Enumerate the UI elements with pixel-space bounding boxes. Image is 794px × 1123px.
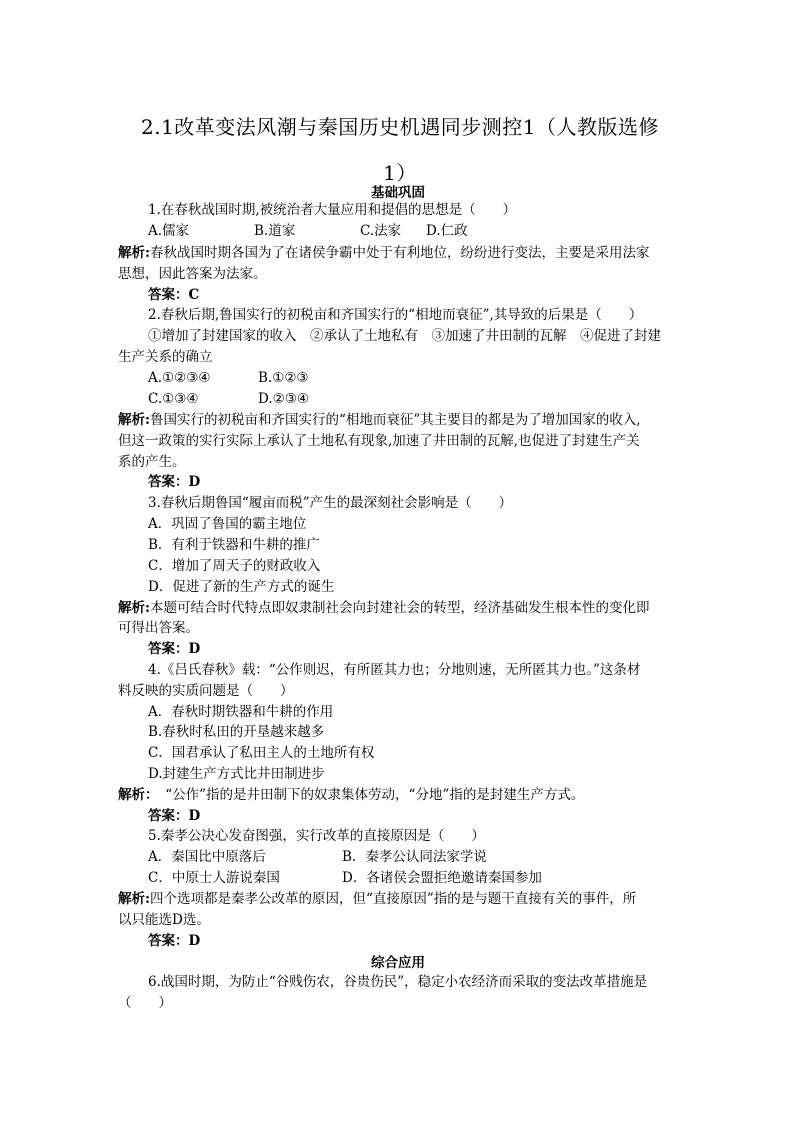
q1-stem: 1.在春秋战国时期,被统治者大量应用和提倡的思想是（ ） [148, 202, 517, 218]
q2-options-row-2 [148, 389, 309, 409]
q6-stem-line-2: （ ） [118, 995, 172, 1011]
q6-stem-line-1: 6.战国时期，为防止“谷贱伤农，谷贵伤民”，稳定小农经济而采取的变法改革措施是 [148, 974, 648, 990]
q2-option-a: A.①②③④ [148, 370, 211, 386]
q1-option-d: D.仁政 [426, 223, 468, 239]
q3-analysis-line-1 [118, 598, 649, 618]
title-line-1: 2.1改革变法风潮与秦国历史机遇同步测控1（人教版选修 [140, 115, 660, 139]
analysis-label: 解析: [118, 245, 150, 261]
q4-analysis-text-1: “公作”指的是井田制下的奴隶集体劳动，“分地”指的是封建生产方式。 [151, 787, 585, 803]
q4-stem-line-2: 料反映的实质问题是（ ） [118, 683, 294, 699]
q4-analysis-line-1 [118, 785, 584, 805]
q2-analysis-line-1 [118, 410, 641, 430]
q3-answer: 答案：D [148, 641, 201, 657]
q2-stem: 2.春秋后期,鲁国实行的初税亩和齐国实行的“相地而衰征”,其导致的后果是（ ） [148, 307, 643, 323]
q4-option-d: D.封建生产方式比井田制进步 [148, 766, 325, 782]
q3-option-a: A．巩固了鲁国的霸主地位 [148, 516, 307, 532]
q2-option-d: D.②③④ [258, 391, 309, 407]
analysis-label: 解析： [118, 787, 152, 803]
q1-option-b: B.道家 [254, 223, 296, 239]
q4-option-c: C．国君承认了私田主人的土地所有权 [148, 745, 375, 761]
q3-analysis-line-2: 可得出答案。 [118, 620, 199, 636]
q3-analysis-text-1: 本题可结合时代特点即奴隶制社会向封建社会的转型，经济基础发生根本性的变化即 [149, 600, 650, 616]
q3-option-d: D．促进了新的生产方式的诞生 [148, 579, 335, 595]
analysis-label: 解析: [118, 891, 150, 907]
analysis-label: 解析: [118, 600, 150, 616]
q5-analysis-text-1: 四个选项都是秦孝公改革的原因，但“直接原因”指的是与题干直接有关的事件，所 [149, 891, 637, 907]
q3-stem: 3.春秋后期鲁国“履亩而税”产生的最深刻社会影响是（ ） [148, 495, 513, 511]
q2-items-line-1: ①增加了封建国家的收入 ②承认了土地私有 ③加速了井田制的瓦解 ④促进了封建 [148, 328, 661, 344]
section-heading-basic: 基础巩固 [371, 185, 425, 201]
q2-analysis-text-1: 鲁国实行的初税亩和齐国实行的“相地而衰征”其主要目的都是为了增加国家的收入, [149, 412, 641, 428]
q5-options-row-2 [148, 868, 542, 888]
q4-stem-line-1: 4.《吕氏春秋》载：“公作则迟，有所匿其力也；分地则速，无所匿其力也。”这条材 [148, 662, 641, 678]
q1-answer: 答案：C [148, 287, 200, 303]
q1-analysis-line-2: 思想，因此答案为法家。 [118, 266, 267, 282]
q5-analysis-line-1 [118, 889, 636, 909]
q1-analysis-text-1: 春秋战国时期各国为了在诸侯争霸中处于有利地位，纷纷进行变法，主要是采用法家 [149, 245, 650, 261]
q2-option-b: B.①②③ [258, 370, 309, 386]
q5-option-c: C．中原士人游说秦国 [148, 870, 280, 886]
q2-items-line-2: 生产关系的确立 [118, 349, 213, 365]
q5-options-row-1 [148, 847, 487, 867]
q1-option-c: C.法家 [360, 223, 402, 239]
q5-option-b: B．秦孝公认同法家学说 [342, 849, 487, 865]
q1-option-a: A.儒家 [148, 223, 190, 239]
q5-answer: 答案：D [148, 933, 201, 949]
q2-options-row-1 [148, 368, 309, 388]
q4-answer: 答案：D [148, 808, 201, 824]
q4-option-a: A．春秋时期铁器和牛耕的作用 [148, 704, 334, 720]
q5-stem: 5.秦孝公决心发奋图强，实行改革的直接原因是（ ） [148, 828, 485, 844]
analysis-label: 解析: [118, 412, 150, 428]
title-line-2: 1） [383, 161, 417, 185]
q4-option-b: B.春秋时私田的开垦越来越多 [148, 724, 325, 740]
q2-answer: 答案：D [148, 474, 201, 490]
q2-option-c: C.①③④ [148, 391, 199, 407]
q2-analysis-line-2: 但这一政策的实行实际上承认了土地私有现象,加速了井田制的瓦解,也促进了封建生产关 [118, 433, 640, 449]
q1-options [148, 221, 468, 241]
q5-option-a: A．秦国比中原落后 [148, 849, 266, 865]
q5-option-d: D．各诸侯会盟拒绝邀请秦国参加 [342, 870, 542, 886]
q3-option-c: C．增加了周天子的财政收入 [148, 558, 321, 574]
q3-option-b: B．有利于铁器和牛耕的推广 [148, 537, 320, 553]
section-heading-comprehensive: 综合应用 [371, 955, 425, 971]
q2-analysis-line-3: 系的产生。 [118, 454, 186, 470]
q1-analysis-line-1 [118, 243, 649, 263]
q5-analysis-line-2: 以只能选D选。 [118, 912, 210, 928]
